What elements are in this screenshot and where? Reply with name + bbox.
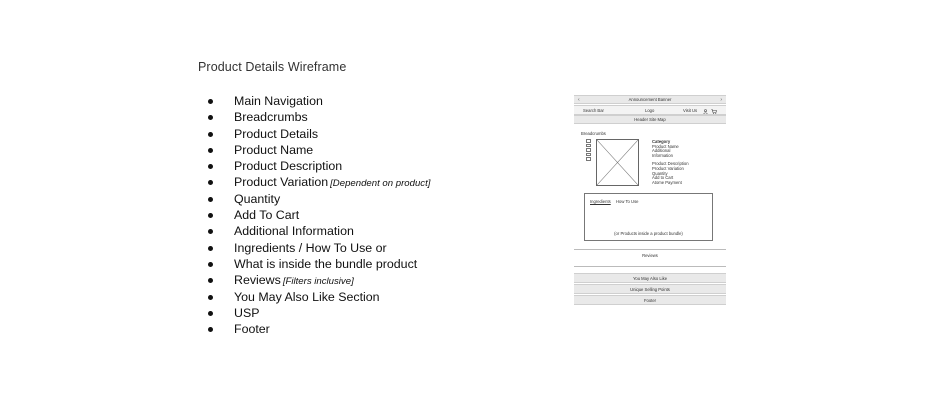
chevron-right-icon: ›	[720, 97, 722, 103]
search-bar-label: Search Bar	[583, 107, 604, 113]
breadcrumbs-label: Breadcrumbs	[581, 131, 606, 136]
bullet-text: Product Variation	[234, 175, 329, 190]
bullet-text: Breadcrumbs	[234, 110, 308, 125]
bullet-text: USP	[234, 305, 260, 320]
tab-content-note: (or Products inside a product bundle)	[614, 231, 683, 236]
info-line: Information	[652, 152, 673, 158]
bullet-dot-icon	[208, 327, 213, 332]
announcement-banner-label: Announcement Banner	[628, 97, 672, 102]
bullet-item	[208, 240, 430, 256]
logo-label: Logo	[645, 107, 655, 113]
cart-icon	[711, 109, 717, 114]
bullet-item	[208, 174, 430, 190]
bullet-dot-icon	[208, 132, 213, 137]
bullet-text: Reviews	[234, 273, 281, 288]
visit-us-label: Visit Us	[683, 107, 698, 113]
tab-how-to-use: How To Use	[616, 199, 639, 204]
info-line: Additional	[652, 148, 671, 154]
bullet-text: Main Navigation	[234, 94, 323, 108]
bullet-item	[208, 93, 430, 109]
thumbnail-column	[586, 139, 591, 162]
bullet-text: You May Also Like Section	[234, 289, 380, 304]
bullet-text: What is inside the bundle product	[234, 256, 418, 271]
thumbnail-placeholder	[586, 157, 591, 161]
bullet-dot-icon	[208, 164, 213, 169]
bullet-item	[208, 142, 430, 158]
bullet-text: Add To Cart	[234, 208, 300, 223]
footer-label: Footer	[643, 297, 657, 303]
bullet-dot-icon	[208, 99, 213, 104]
bullet-dot-icon	[208, 311, 213, 316]
thumbnail-placeholder	[586, 139, 591, 143]
bullet-text: Additional Information	[234, 224, 354, 239]
info-tabs-box	[584, 193, 713, 241]
bullet-text: Footer	[234, 322, 270, 337]
bullet-item	[208, 207, 430, 223]
tab-ingredients: Ingredients	[590, 199, 611, 204]
bullet-note: [Filters inclusive]	[282, 276, 354, 288]
bullet-dot-icon	[208, 197, 213, 202]
bullet-dot-icon	[208, 148, 213, 153]
info-line: Product Name	[652, 143, 679, 149]
image-placeholder-icon	[597, 140, 638, 185]
you-may-also-like-bar	[574, 273, 726, 283]
bullet-dot-icon	[208, 180, 213, 185]
bullet-dot-icon	[208, 262, 213, 267]
bullet-item	[208, 305, 430, 321]
page-title: Product Details Wireframe	[198, 60, 347, 74]
thumbnail-placeholder	[586, 153, 591, 157]
info-line: Product Description	[652, 161, 689, 167]
divider	[574, 266, 726, 267]
chevron-left-icon: ‹	[578, 97, 580, 103]
main-image-placeholder	[596, 139, 639, 186]
bullet-item	[208, 109, 430, 125]
requirements-list	[208, 93, 430, 337]
bullet-item	[208, 158, 430, 174]
info-line: Atome Payment	[652, 179, 682, 185]
bullet-dot-icon	[208, 278, 213, 283]
user-icon	[703, 109, 708, 114]
bullet-item	[208, 191, 430, 207]
info-line: Add to Cart	[652, 175, 674, 181]
info-top-lines	[652, 145, 689, 159]
bullet-item	[208, 256, 430, 272]
usp-bar	[574, 284, 726, 294]
bullet-text: Product Name	[234, 142, 314, 157]
announcement-banner	[574, 95, 726, 104]
thumbnail-placeholder	[586, 144, 591, 148]
bullet-text: Product Description	[234, 159, 343, 174]
bullet-item	[208, 289, 430, 305]
header-site-map	[574, 115, 726, 124]
divider	[574, 249, 726, 250]
you-may-also-like-label: You May Also Like	[632, 275, 668, 281]
thumbnail-placeholder	[586, 148, 591, 152]
wireframe-header	[574, 105, 726, 115]
bullet-item	[208, 321, 430, 337]
bullet-dot-icon	[208, 246, 213, 251]
bullet-text: Ingredients / How To Use or	[234, 240, 387, 255]
bullet-dot-icon	[208, 295, 213, 300]
product-info-block	[652, 140, 689, 185]
bullet-dot-icon	[208, 213, 213, 218]
bullet-item	[208, 126, 430, 142]
bullet-dot-icon	[208, 115, 213, 120]
footer-bar	[574, 295, 726, 305]
wireframe-mockup	[574, 95, 726, 307]
bullet-item	[208, 223, 430, 239]
info-line: Product Variation	[652, 165, 684, 171]
bullet-text: Product Details	[234, 126, 319, 141]
bullet-note: [Dependent on product]	[330, 178, 431, 190]
bullet-dot-icon	[208, 229, 213, 234]
reviews-section: Reviews	[642, 253, 658, 258]
header-site-map-label: Header Site Map	[634, 117, 666, 122]
info-bottom-lines	[652, 162, 689, 185]
info-line: Quantity	[652, 170, 668, 176]
usp-label: Unique Selling Points	[630, 286, 670, 292]
info-category: Category	[652, 139, 671, 144]
bullet-item	[208, 272, 430, 288]
bullet-text: Quantity	[234, 191, 281, 206]
